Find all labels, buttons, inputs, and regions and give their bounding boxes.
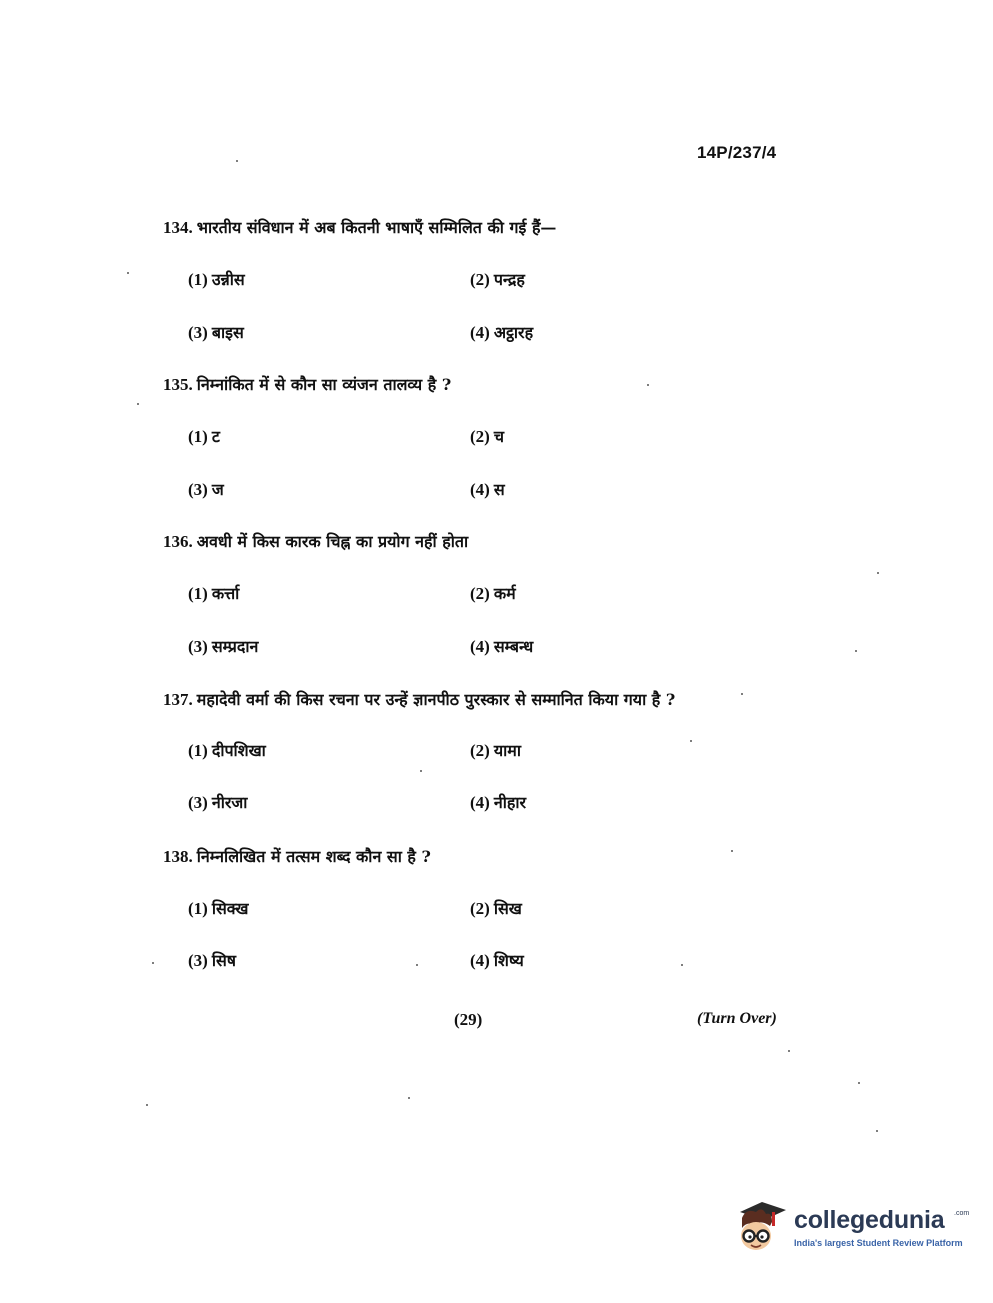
option-137-4 — [470, 791, 526, 813]
option-137-3 — [188, 791, 247, 813]
scan-speck — [146, 1104, 148, 1106]
option-number: (1) — [188, 741, 208, 760]
page-number: (29) — [454, 1010, 483, 1029]
option-text: सिख — [493, 899, 522, 918]
option-text: बाइस — [211, 323, 244, 342]
scan-speck — [741, 693, 743, 695]
scan-speck — [690, 740, 692, 742]
question-number: 136. — [163, 532, 193, 551]
question-text: महादेवी वर्मा की किस रचना पर उन्हें ज्ञानपीठ पुरस्कार से सम्मानित किया गया है ? — [196, 690, 676, 709]
paper-code: 14P/237/4 — [697, 143, 777, 162]
option-number: (2) — [470, 270, 490, 289]
option-text: यामा — [493, 741, 521, 760]
option-number: (4) — [470, 480, 490, 499]
question-number: 134. — [163, 218, 193, 237]
question-text: अवधी में किस कारक चिह्न का प्रयोग नहीं होता — [196, 532, 469, 551]
option-number: (2) — [470, 427, 490, 446]
option-number: (1) — [188, 270, 208, 289]
option-138-4 — [470, 949, 524, 971]
option-135-1 — [188, 425, 220, 447]
option-text: स — [493, 480, 505, 499]
option-text: नीरजा — [211, 793, 248, 812]
question-number: 138. — [163, 847, 193, 866]
question-text: निम्नांकित में से कौन सा व्यंजन तालव्य है ? — [196, 375, 452, 394]
scan-speck — [731, 850, 733, 852]
option-text: ट — [211, 427, 220, 446]
logo-tagline: India's largest Student Review Platform — [794, 1238, 963, 1248]
option-text: कर्त्ता — [211, 584, 240, 603]
option-135-3 — [188, 478, 224, 500]
scan-speck — [858, 1082, 860, 1084]
option-text: दीपशिखा — [211, 741, 266, 760]
scan-speck — [647, 384, 649, 386]
turn-over-note: (Turn Over) — [697, 1010, 777, 1027]
question-137 — [163, 688, 675, 710]
option-number: (1) — [188, 427, 208, 446]
question-text: भारतीय संविधान में अब कितनी भाषाएँ सम्मिलित की गई हैं— — [196, 218, 557, 237]
scan-speck — [876, 1130, 878, 1132]
scan-speck — [408, 1097, 410, 1099]
option-text: नीहार — [493, 793, 527, 812]
scan-speck — [420, 770, 422, 772]
scan-speck — [855, 650, 857, 652]
question-136 — [163, 530, 468, 552]
question-text: निम्नलिखित में तत्सम शब्द कौन सा है ? — [196, 847, 431, 866]
option-number: (3) — [188, 951, 208, 970]
scan-speck — [416, 964, 418, 966]
question-number: 137. — [163, 690, 193, 709]
option-138-3 — [188, 949, 236, 971]
scan-speck — [681, 964, 683, 966]
option-text: ज — [211, 480, 224, 499]
option-number: (4) — [470, 951, 490, 970]
option-number: (4) — [470, 323, 490, 342]
option-136-1 — [188, 582, 239, 604]
option-137-1 — [188, 739, 266, 761]
option-text: पन्द्रह — [493, 270, 525, 289]
option-text: सिक्ख — [211, 899, 249, 918]
option-text: सम्प्रदान — [211, 637, 259, 656]
option-number: (1) — [188, 899, 208, 918]
question-138 — [163, 845, 431, 867]
collegedunia-logo — [732, 1196, 970, 1258]
option-134-1 — [188, 268, 245, 290]
option-134-4 — [470, 321, 533, 343]
option-text: शिष्य — [493, 951, 524, 970]
option-text: अट्ठारह — [493, 323, 534, 342]
student-mascot-icon — [732, 1196, 790, 1258]
option-136-2 — [470, 582, 516, 604]
option-number: (3) — [188, 323, 208, 342]
option-134-2 — [470, 268, 525, 290]
option-number: (3) — [188, 793, 208, 812]
option-134-3 — [188, 321, 244, 343]
option-137-2 — [470, 739, 521, 761]
option-138-2 — [470, 897, 522, 919]
question-135 — [163, 373, 451, 395]
logo-domain-suffix: .com — [954, 1210, 970, 1217]
option-number: (2) — [470, 899, 490, 918]
scan-speck — [788, 1050, 790, 1052]
question-134 — [163, 216, 556, 238]
option-number: (2) — [470, 584, 490, 603]
option-135-2 — [470, 425, 504, 447]
option-number: (2) — [470, 741, 490, 760]
option-number: (1) — [188, 584, 208, 603]
option-text: सम्बन्ध — [493, 637, 534, 656]
question-number: 135. — [163, 375, 193, 394]
option-number: (3) — [188, 480, 208, 499]
scan-speck — [236, 160, 238, 162]
logo-brand: collegedunia — [794, 1206, 945, 1234]
scan-speck — [127, 272, 129, 274]
scan-speck — [152, 962, 154, 964]
scan-speck — [137, 403, 139, 405]
option-text: सिष — [211, 951, 237, 970]
option-135-4 — [470, 478, 505, 500]
option-text: उन्नीस — [211, 270, 245, 289]
option-text: कर्म — [493, 584, 516, 603]
option-text: च — [493, 427, 504, 446]
option-138-1 — [188, 897, 249, 919]
option-number: (4) — [470, 793, 490, 812]
option-number: (3) — [188, 637, 208, 656]
option-136-3 — [188, 635, 258, 657]
option-136-4 — [470, 635, 533, 657]
scan-speck — [877, 572, 879, 574]
option-number: (4) — [470, 637, 490, 656]
